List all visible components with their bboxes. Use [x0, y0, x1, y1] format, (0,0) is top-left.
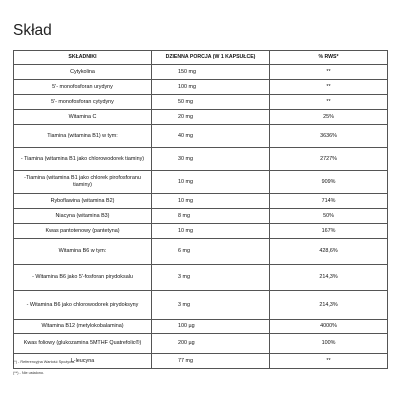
table-row — [14, 320, 388, 334]
ingredient-name: Tiamina (witamina B1) w tym: — [14, 125, 152, 148]
table-row — [14, 148, 388, 171]
ingredient-rws: 3636% — [270, 125, 388, 148]
ingredient-name: L-leucyna — [14, 354, 152, 369]
ingredient-rws: ** — [270, 95, 388, 110]
ingredient-name: Cytykolina — [14, 65, 152, 80]
ingredient-dose: 10 mg — [152, 224, 270, 239]
ingredient-name: Kwas pantotenowy (pantetyna) — [14, 224, 152, 239]
table-row — [14, 265, 388, 291]
ingredient-rws: 428,6% — [270, 239, 388, 265]
ingredient-rws: 714% — [270, 194, 388, 209]
ingredient-rws: ** — [270, 80, 388, 95]
ingredient-dose: 30 mg — [152, 148, 270, 171]
table-row — [14, 239, 388, 265]
ingredient-name: - Witamina B6 jako chlorowodorek pirydoksyny — [14, 291, 152, 320]
ingredient-dose: 100 mg — [152, 80, 270, 95]
ingredient-dose: 100 µg — [152, 320, 270, 334]
header-daily-dose: DZIENNA PORCJA (W 1 KAPSUŁCE) — [152, 51, 270, 65]
table-row — [14, 80, 388, 95]
table-header-row — [14, 51, 388, 65]
ingredient-name: -Tiamina (witamina B1 jako chlorek pirofosforanu tiaminy) — [14, 171, 152, 194]
ingredient-dose: 10 mg — [152, 171, 270, 194]
ingredient-rws: 25% — [270, 110, 388, 125]
ingredient-dose: 40 mg — [152, 125, 270, 148]
ingredient-dose: 20 mg — [152, 110, 270, 125]
ingredient-dose: 50 mg — [152, 95, 270, 110]
ingredient-dose: 10 mg — [152, 194, 270, 209]
ingredient-name: Niacyna (witamina B3) — [14, 209, 152, 224]
ingredient-rws: 214,3% — [270, 265, 388, 291]
table-row — [14, 224, 388, 239]
ingredient-rws: 50% — [270, 209, 388, 224]
ingredient-name: 5'- monofosforan cytydyny — [14, 95, 152, 110]
ingredient-dose: 6 mg — [152, 239, 270, 265]
table-row — [14, 65, 388, 80]
ingredient-name: Ryboflawina (witamina B2) — [14, 194, 152, 209]
header-ingredient: SKŁADNIKI — [14, 51, 152, 65]
ingredient-dose: 3 mg — [152, 291, 270, 320]
table-row — [14, 95, 388, 110]
table-row — [14, 110, 388, 125]
footnote-rws: (*) - Referencyjna Wartość Spożycia. — [13, 360, 76, 364]
ingredient-rws: 214,3% — [270, 291, 388, 320]
table-row — [14, 194, 388, 209]
ingredient-rws: 909% — [270, 171, 388, 194]
ingredient-dose: 3 mg — [152, 265, 270, 291]
ingredient-name: Witamina B6 w tym: — [14, 239, 152, 265]
ingredient-rws: ** — [270, 65, 388, 80]
ingredient-rws: 2727% — [270, 148, 388, 171]
footnotes — [13, 360, 75, 382]
table-row — [14, 291, 388, 320]
ingredient-rws: 100% — [270, 334, 388, 354]
table-row — [14, 171, 388, 194]
ingredient-name: - Tiamina (witamina B1 jako chlorowodorek tiaminy) — [14, 148, 152, 171]
header-rws: % RWS* — [270, 51, 388, 65]
ingredient-name: Witamina C — [14, 110, 152, 125]
composition-table — [13, 50, 388, 369]
ingredient-name: Kwas foliowy (glukozamina 5MTHF Quatrefolic®) — [14, 334, 152, 354]
ingredient-dose: 77 mg — [152, 354, 270, 369]
table-row — [14, 334, 388, 354]
ingredient-dose: 8 mg — [152, 209, 270, 224]
table-row — [14, 125, 388, 148]
ingredient-rws: 167% — [270, 224, 388, 239]
table-row — [14, 209, 388, 224]
page-title: Skład — [13, 22, 52, 39]
ingredient-name: Witamina B12 (metylokobalamina) — [14, 320, 152, 334]
footnote-not-established: (**) - Nie ustalono. — [13, 371, 45, 375]
ingredient-dose: 150 mg — [152, 65, 270, 80]
ingredient-dose: 200 µg — [152, 334, 270, 354]
ingredient-name: - Witamina B6 jako 5'-fosforan pirydoksalu — [14, 265, 152, 291]
ingredient-rws: ** — [270, 354, 388, 369]
ingredient-rws: 4000% — [270, 320, 388, 334]
ingredient-name: 5'- monofosforan urydyny — [14, 80, 152, 95]
